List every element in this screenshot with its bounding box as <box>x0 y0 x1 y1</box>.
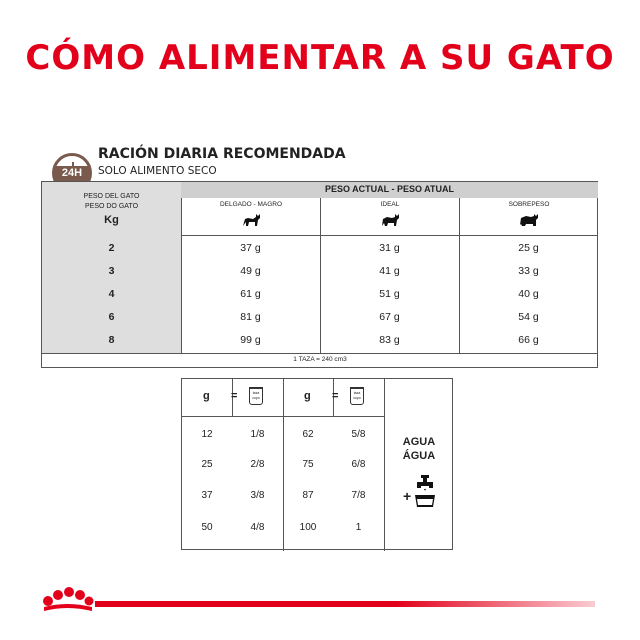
row-ideal-value: 83 g <box>379 334 400 346</box>
cup-grams: 37 <box>201 490 213 501</box>
row-overweight-value: 40 g <box>518 288 539 300</box>
column-header-label: IDEAL <box>380 201 400 208</box>
cup-fraction: 5/8 <box>351 429 366 440</box>
table-row <box>42 261 598 284</box>
row-thin-value: 49 g <box>240 265 261 277</box>
row-thin-value: 81 g <box>240 311 261 323</box>
equals-sign: = <box>332 390 339 402</box>
table-row <box>42 238 598 261</box>
row-weight: 8 <box>108 334 115 346</box>
24h-badge: 24H <box>55 166 89 181</box>
cup-fraction: 1 <box>355 522 362 533</box>
row-overweight-value: 25 g <box>518 242 539 254</box>
row-overweight-value: 33 g <box>518 265 539 277</box>
cup-grams: 75 <box>302 459 314 470</box>
row-weight: 3 <box>108 265 115 277</box>
royal-canin-crown-icon <box>40 587 94 615</box>
row-weight: 6 <box>108 311 115 323</box>
grams-header: g <box>304 390 311 402</box>
ration-subtitle: SOLO ALIMENTO SECO <box>98 165 217 177</box>
brand-stripe <box>95 601 595 607</box>
column-header-label: SOBREPESO <box>508 201 550 208</box>
column-header-overweight <box>459 198 598 236</box>
grams-header: g <box>203 390 210 402</box>
water-label-pt: ÁGUA <box>402 450 436 462</box>
measuring-cup-icon: taza copo <box>249 387 263 405</box>
row-ideal-value: 51 g <box>379 288 400 300</box>
cup-grams: 100 <box>299 522 317 533</box>
table-row <box>42 330 598 353</box>
cup-footnote: 1 TAZA = 240 cm3 <box>293 356 347 363</box>
cup-conversion-table <box>181 378 453 550</box>
water-label-es: AGUA <box>402 436 436 448</box>
cat-silhouette-icon <box>519 213 539 227</box>
row-overweight-value: 54 g <box>518 311 539 323</box>
cup-fraction: 4/8 <box>250 522 265 533</box>
cat-silhouette-icon <box>380 213 400 227</box>
column-header-ideal <box>320 198 459 236</box>
column-header-label: DELGADO - MAGRO <box>219 201 283 208</box>
weight-unit: Kg <box>104 214 119 226</box>
row-weight: 2 <box>108 242 115 254</box>
cup-fraction: 7/8 <box>351 490 366 501</box>
equals-sign: = <box>231 390 238 402</box>
cup-fraction: 2/8 <box>250 459 265 470</box>
row-overweight-value: 66 g <box>518 334 539 346</box>
measuring-cup-icon: taza copo <box>350 387 364 405</box>
weight-label-es: PESO DEL GATO <box>83 193 140 200</box>
cup-grams: 12 <box>201 429 213 440</box>
row-ideal-value: 67 g <box>379 311 400 323</box>
ration-title: RACIÓN DIARIA RECOMENDADA <box>98 146 346 162</box>
table-row <box>42 284 598 307</box>
table-row <box>42 307 598 330</box>
weight-label-pt: PESO DO GATO <box>84 203 139 210</box>
cup-grams: 25 <box>201 459 213 470</box>
row-ideal-value: 41 g <box>379 265 400 277</box>
cup-fraction: 6/8 <box>351 459 366 470</box>
cup-fraction: 1/8 <box>250 429 265 440</box>
row-thin-value: 37 g <box>240 242 261 254</box>
water-tap-icon <box>413 475 437 509</box>
cup-grams: 62 <box>302 429 314 440</box>
row-ideal-value: 31 g <box>379 242 400 254</box>
page-title: CÓMO ALIMENTAR A SU GATO <box>25 38 615 78</box>
ration-table <box>41 181 598 368</box>
row-thin-value: 61 g <box>240 288 261 300</box>
table-header-title: PESO ACTUAL - PESO ATUAL <box>324 184 454 194</box>
column-header-thin <box>181 198 320 236</box>
row-thin-value: 99 g <box>240 334 261 346</box>
cup-grams: 87 <box>302 490 314 501</box>
cup-grams: 50 <box>201 522 213 533</box>
cup-fraction: 3/8 <box>250 490 265 501</box>
row-weight: 4 <box>108 288 115 300</box>
cat-silhouette-icon <box>241 213 261 227</box>
plus-sign: + <box>403 488 412 504</box>
